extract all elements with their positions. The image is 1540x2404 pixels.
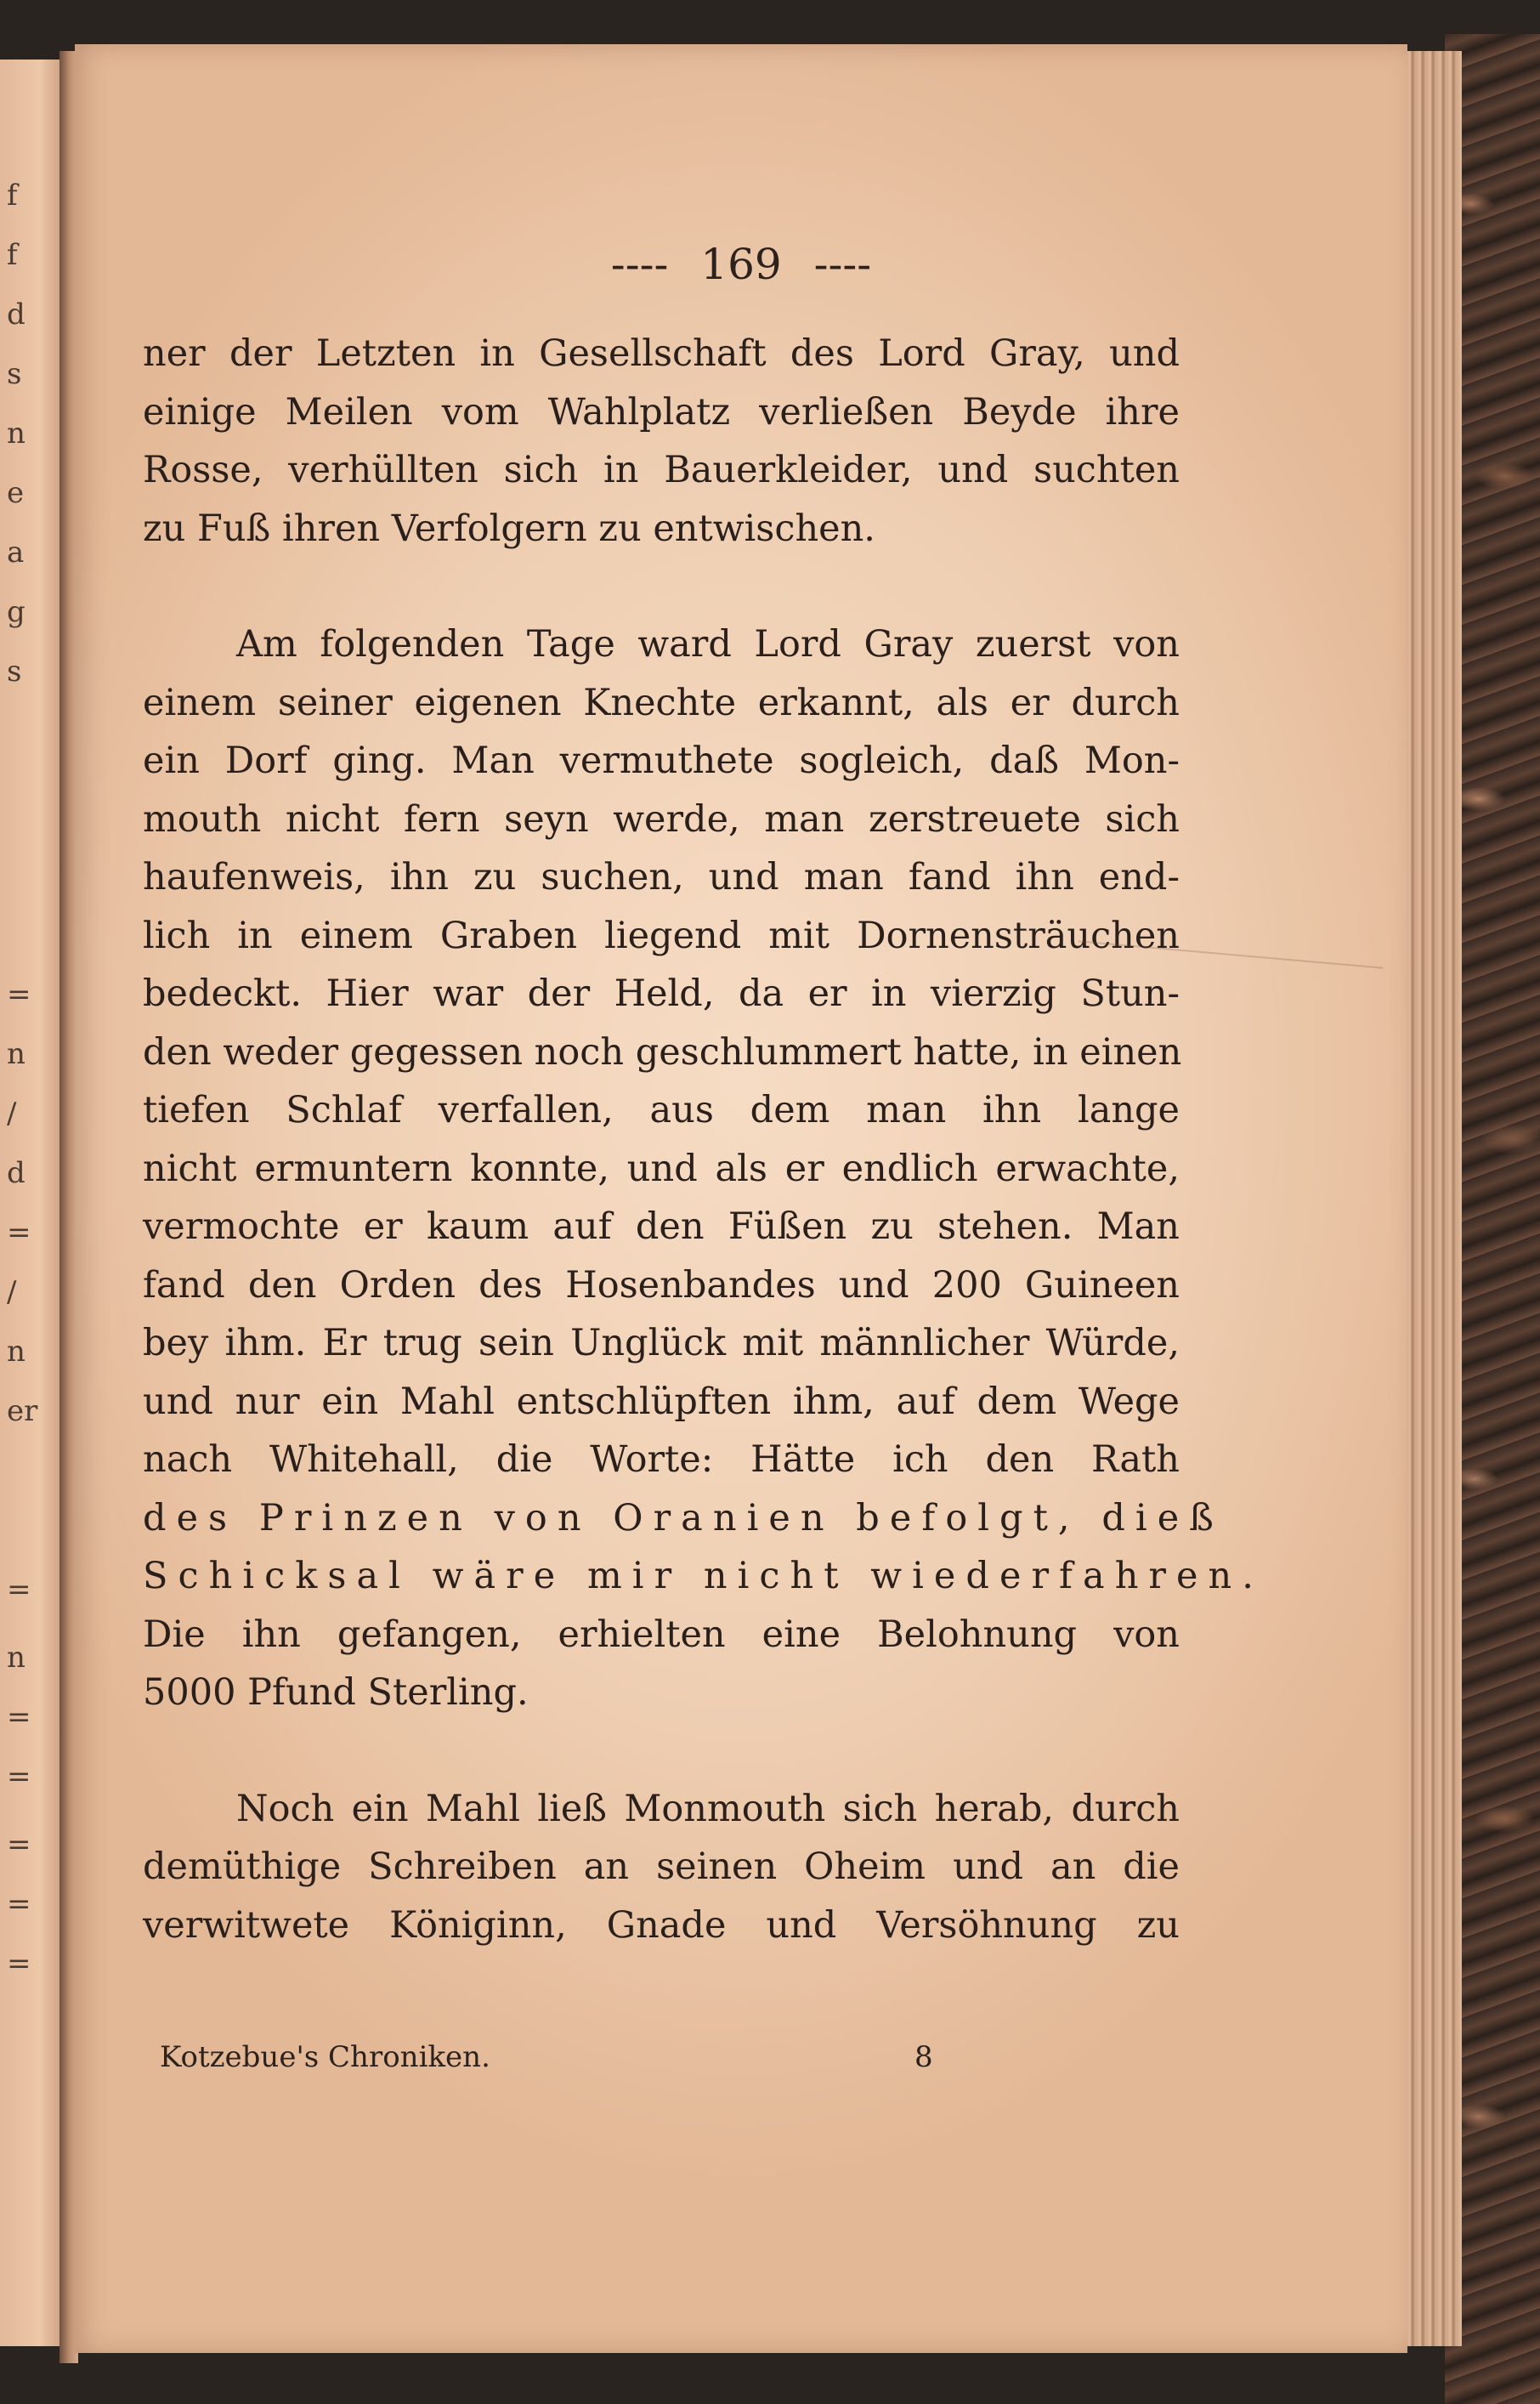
text-line: einem seiner eigenen Knechte erkannt, als er durch <box>143 681 1180 724</box>
body-text <box>143 325 1264 1954</box>
left-page-fragment: = <box>7 1760 31 1794</box>
text-line: verwitwete Königinn, Gnade und Versöhnung zu <box>143 1903 1180 1947</box>
left-page-fragment: s <box>7 357 22 391</box>
left-page-fragment: = <box>7 1947 31 1981</box>
page-header <box>75 240 1407 289</box>
text-line: zu Fuß ihren Verfolgern zu entwischen. <box>143 507 875 550</box>
text-line: Am folgenden Tage ward Lord Gray zuerst von <box>236 623 1180 666</box>
text-line: nicht ermuntern konnte, und als er endlich erwachte, <box>143 1147 1180 1190</box>
text-line: den weder gegessen noch geschlummert hatte, in einen <box>143 1030 1182 1074</box>
left-page-fragment: e <box>7 476 25 510</box>
text-line: lich in einem Graben liegend mit Dornensträuchen <box>143 914 1180 957</box>
left-page-fragment: = <box>7 1573 31 1607</box>
signature-mark: 8 <box>914 2040 933 2074</box>
left-page-fragment: n <box>7 417 25 451</box>
left-page-fragment: n <box>7 1335 25 1369</box>
text-line: Noch ein Mahl ließ Monmouth sich herab, durch <box>236 1787 1180 1830</box>
left-page-fragment: = <box>7 1887 31 1921</box>
text-line: vermochte er kaum auf den Füßen zu stehen. Man <box>143 1205 1180 1248</box>
left-page-fragment: g <box>7 595 25 629</box>
left-page-fragment: d <box>7 298 25 332</box>
left-page-fragment: d <box>7 1156 25 1190</box>
left-facing-page <box>0 60 66 2346</box>
ornament-left: ---- <box>610 240 669 289</box>
text-line: tiefen Schlaf verfallen, aus dem man ihn lange <box>143 1089 1180 1131</box>
left-page-fragment: = <box>7 1828 31 1862</box>
left-page-fragment: a <box>7 536 25 570</box>
left-page-fragment: / <box>7 1275 17 1309</box>
text-line: bey ihm. Er trug sein Unglück mit männlicher Würde, <box>143 1322 1180 1364</box>
text-line: ner der Letzten in Gesellschaft des Lord Gray, und <box>143 332 1180 375</box>
text-line: und nur ein Mahl entschlüpften ihm, auf dem Wege <box>143 1380 1180 1423</box>
left-page-fragment: = <box>7 1700 31 1734</box>
left-page-fragment: n <box>7 1037 25 1071</box>
left-page-fragment: er <box>7 1394 38 1428</box>
text-line: Die ihn gefangen, erhielten eine Belohnung von <box>143 1613 1180 1656</box>
text-line: mouth nicht fern seyn werde, man zerstreuete sich <box>143 797 1180 841</box>
left-page-fragment: / <box>7 1097 17 1131</box>
text-line: fand den Orden des Hosenbandes und 200 Guineen <box>143 1263 1180 1307</box>
text-line: Schicksal wäre mir nicht wiederfahren. <box>143 1555 1264 1597</box>
left-page-fragment: = <box>7 978 31 1012</box>
footer-title: Kotzebue's Chroniken. <box>160 2040 490 2074</box>
book-page <box>75 44 1407 2353</box>
left-page-fragment: = <box>7 1216 31 1250</box>
text-line: ein Dorf ging. Man vermuthete sogleich, daß Mon- <box>143 740 1180 782</box>
text-line: haufenweis, ihn zu suchen, und man fand ihn end- <box>143 856 1180 899</box>
text-line: einige Meilen vom Wahlplatz verließen Beyde ihre <box>143 390 1180 434</box>
text-line: bedeckt. Hier war der Held, da er in vierzig Stun- <box>143 972 1180 1015</box>
paragraph-gap <box>143 1722 1180 1780</box>
text-line: Rosse, verhüllten sich in Bauerkleider, und suchten <box>143 449 1180 491</box>
left-page-fragment: s <box>7 655 22 689</box>
left-page-fragment: n <box>7 1641 25 1675</box>
text-line: des Prinzen von Oranien befolgt, dieß <box>143 1496 1224 1539</box>
page-number: 169 <box>700 240 782 289</box>
ornament-right: ---- <box>813 240 872 289</box>
text-line: demüthige Schreiben an seinen Oheim und an die <box>143 1846 1180 1888</box>
paragraph-gap <box>143 558 1180 615</box>
left-page-fragment: f <box>7 238 18 272</box>
text-line: nach Whitehall, die Worte: Hätte ich den Rath <box>143 1438 1180 1481</box>
text-line: 5000 Pfund Sterling. <box>143 1671 529 1714</box>
left-page-fragment: f <box>7 179 18 213</box>
